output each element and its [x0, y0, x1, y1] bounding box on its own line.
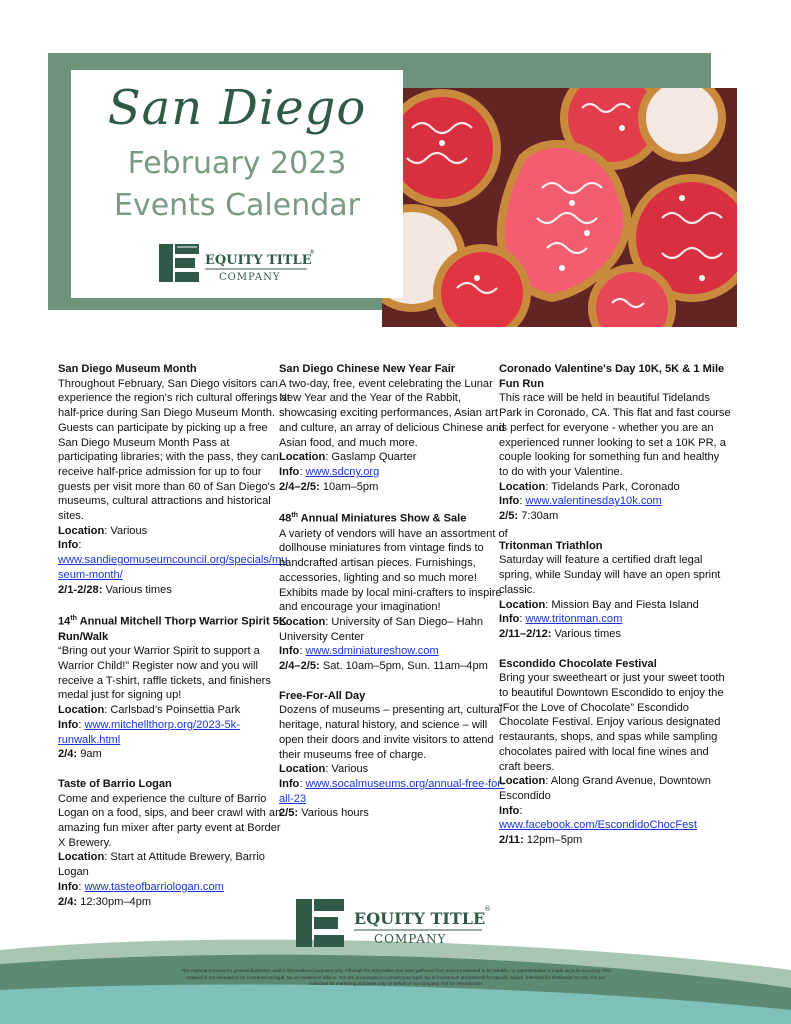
footer-logo-name-line1: EQUITY TITLE [354, 909, 486, 928]
event-info: Info: [58, 539, 82, 552]
event-info: Info: www.mitchellthorp.org/2023-5k-runwalk.html [58, 718, 240, 746]
event-info: Info: www.valentinesday10k.com [499, 495, 662, 508]
event-date: 2/5: Various hours [279, 807, 369, 820]
footer-equity-title-logo [294, 897, 494, 949]
event-title: San Diego Chinese New Year Fair [279, 363, 456, 375]
event-info: Info: www.socalmuseums.org/annual-free-for-all-23 [279, 777, 505, 805]
event-location: Location: University of San Diego– Hahn University Center [279, 615, 484, 643]
event-date: 2/11: 12pm–5pm [499, 834, 583, 847]
event-location: Location: Tidelands Park, Coronado [499, 480, 680, 493]
event-date: 2/4: 12:30pm–4pm [58, 895, 152, 908]
event-info: Info: www.tritonman.com [499, 613, 623, 626]
event-location: Location: Gaslamp Quarter [279, 451, 417, 464]
event-link[interactable]: www.socalmuseums.org/annual-free-for-all-23 [279, 777, 505, 805]
footer-logo-mark-icon [294, 897, 494, 949]
event-link[interactable]: www.mitchellthorp.org/2023-5k-runwalk.html [58, 718, 240, 746]
equity-title-logo [157, 240, 317, 286]
cookies-photo [382, 88, 737, 327]
event-date: 2/4: 9am [58, 748, 102, 761]
event-location: Location: Start at Attitude Brewery, Barrio Logan [58, 851, 265, 879]
event-tritonman-triathlon [499, 539, 731, 642]
event-title: 14th Annual Mitchell Thorp Warrior Spirit 5K Run/Walk [58, 615, 287, 643]
event-description: Dozens of museums – presenting art, cultural heritage, natural history, and science – will open their doors and invite visitors to attend their museums free of charge. [279, 704, 503, 761]
event-date: 2/5: 7:30am [499, 510, 559, 523]
event-taste-barrio-logan [58, 777, 290, 909]
event-chinese-new-year [279, 362, 511, 494]
event-info: Info: [499, 804, 523, 817]
event-description: A two-day, free, event celebrating the Lunar New Year and the Year of the Rabbit, showcasing exciting performances, Asian art and culture, an array of delicious Chinese and Asian food, and much more. [279, 377, 505, 449]
cookies-image [382, 88, 737, 327]
event-description: Saturday will feature a certified draft legal spring, while Sunday will have an open sprint classic. [499, 554, 721, 596]
event-location: Location: Along Grand Avenue, Downtown Escondido [499, 775, 711, 802]
event-title: Free-For-All Day [279, 689, 366, 702]
event-museum-month [58, 362, 290, 597]
event-date: 2/4–2/5: Sat. 10am–5pm, Sun. 11am–4pm [279, 660, 488, 673]
event-coronado-valentines-run [499, 362, 731, 524]
event-title: 48th Annual Miniatures Show & Sale [279, 512, 467, 526]
event-title: Coronado Valentine's Day 10K, 5K & 1 Mile Fun Run [499, 363, 725, 390]
events-column-3 [499, 362, 731, 863]
event-warrior-spirit [58, 612, 290, 762]
event-description: A variety of vendors will have an assortment of dollhouse miniatures from vintage finds to handcrafted artisan pieces. Furnishings, accessories, lighting and so much more! Exhibits made by local mini-crafters to inspire and encourage your imagination! [279, 527, 508, 614]
event-title: Taste of Barrio Logan [58, 777, 172, 790]
event-title: San Diego Museum Month [58, 363, 197, 375]
logo-reg-mark: ® [309, 249, 315, 256]
event-link[interactable]: www.facebook.com/EscondidoChocFest [499, 819, 697, 832]
event-date: 2/4–2/5: 10am–5pm [279, 480, 379, 493]
logo-name-line2: COMPANY [219, 272, 281, 283]
logo-name-line1: EQUITY TITLE [205, 253, 312, 268]
event-title: Escondido Chocolate Festival [499, 657, 657, 670]
event-miniatures-show [279, 509, 511, 673]
event-location: Location: Various [279, 763, 369, 776]
event-description: This race will be held in beautiful Tidelands Park in Coronado, CA. This flat and fast course is perfect for everyone - whether you are an experienced runner looking to set a 10K PR, a couple looking for something fun and healthy to do with your Valentine. [499, 392, 731, 478]
month-title: February 2023 [127, 146, 347, 181]
event-location: Location: Various [58, 524, 148, 537]
event-link[interactable]: www.tasteofbarriologan.com [84, 880, 224, 893]
footer-disclaimer: This material is meant for general illustration and/or informational purposes only. Although the information has been gathered from sources believed to be reliable, no representation is made as to its accuracy. This material is not intended to be construed as legal, tax or investment advice. You are encouraged to consult your legal, tax or investment professional for specific advice. Intended for distribution to only one per individual for marketing purposes only on behalf of our company. Not for reproduction. [180, 968, 612, 986]
calendar-title: Events Calendar [113, 188, 360, 223]
event-date: 2/1-2/28: Various times [58, 583, 172, 596]
city-title: San Diego [107, 80, 367, 136]
event-date: 2/11–2/12: Various times [499, 627, 621, 640]
event-location: Location: Carlsbad’s Poinsettia Park [58, 704, 241, 717]
event-description: Come and experience the culture of Barrio Logan on a food, sips, and beer crawl with an amazing fun mixer after party event at Border X Brewery. [58, 792, 282, 849]
event-info: Info: www.sdminiatureshow.com [279, 645, 439, 658]
event-description: Throughout February, San Diego visitors can experience the region's rich cultural offerings at half-price during San Diego Museum Month. Guests can participate by picking up a free San Diego Museum Month Pass at participating libraries; with the pass, they can receive half-price admission for up to four guests per visit more than 60 of San Diego's museums, cultural attractions and historical sites. [58, 377, 290, 523]
events-column-1 [58, 362, 290, 924]
event-link[interactable]: www.sdcny.org [305, 465, 380, 478]
event-title: Tritonman Triathlon [499, 539, 603, 552]
event-info: Info: www.tasteofbarriologan.com [58, 880, 224, 893]
event-info: Info: www.sdcny.org [279, 465, 380, 478]
event-link[interactable]: www.valentinesday10k.com [525, 495, 662, 508]
event-free-for-all-day [279, 689, 511, 821]
event-description: “Bring out your Warrior Spirit to support a Warrior Child!” Register now and you will receive a T-shirt, raffle tickets, and finishers medal just for signing up! [58, 645, 271, 702]
footer-logo-reg-mark: ® [484, 905, 491, 913]
event-location: Location: Mission Bay and Fiesta Island [499, 598, 699, 611]
footer-logo-name-line2: COMPANY [374, 932, 447, 946]
event-link[interactable]: www.sdminiatureshow.com [305, 645, 439, 658]
events-column-2 [279, 362, 511, 836]
event-description: Bring your sweetheart or just your sweet tooth to beautiful Downtown Escondido to enjoy the “For the Love of Chocolate” Escondido Chocolate Festival. Enjoy various designated restaurants, shops, and spas while sampling chocolates paired with local fine wines and craft beers. [499, 672, 725, 773]
header-card [71, 70, 403, 298]
event-escondido-chocolate-festival [499, 657, 731, 848]
event-link[interactable]: www.tritonman.com [525, 613, 623, 626]
event-link[interactable]: www.sandiegomuseumcouncil.org/specials/museum-month/ [58, 554, 288, 581]
logo-mark-icon [157, 240, 317, 286]
